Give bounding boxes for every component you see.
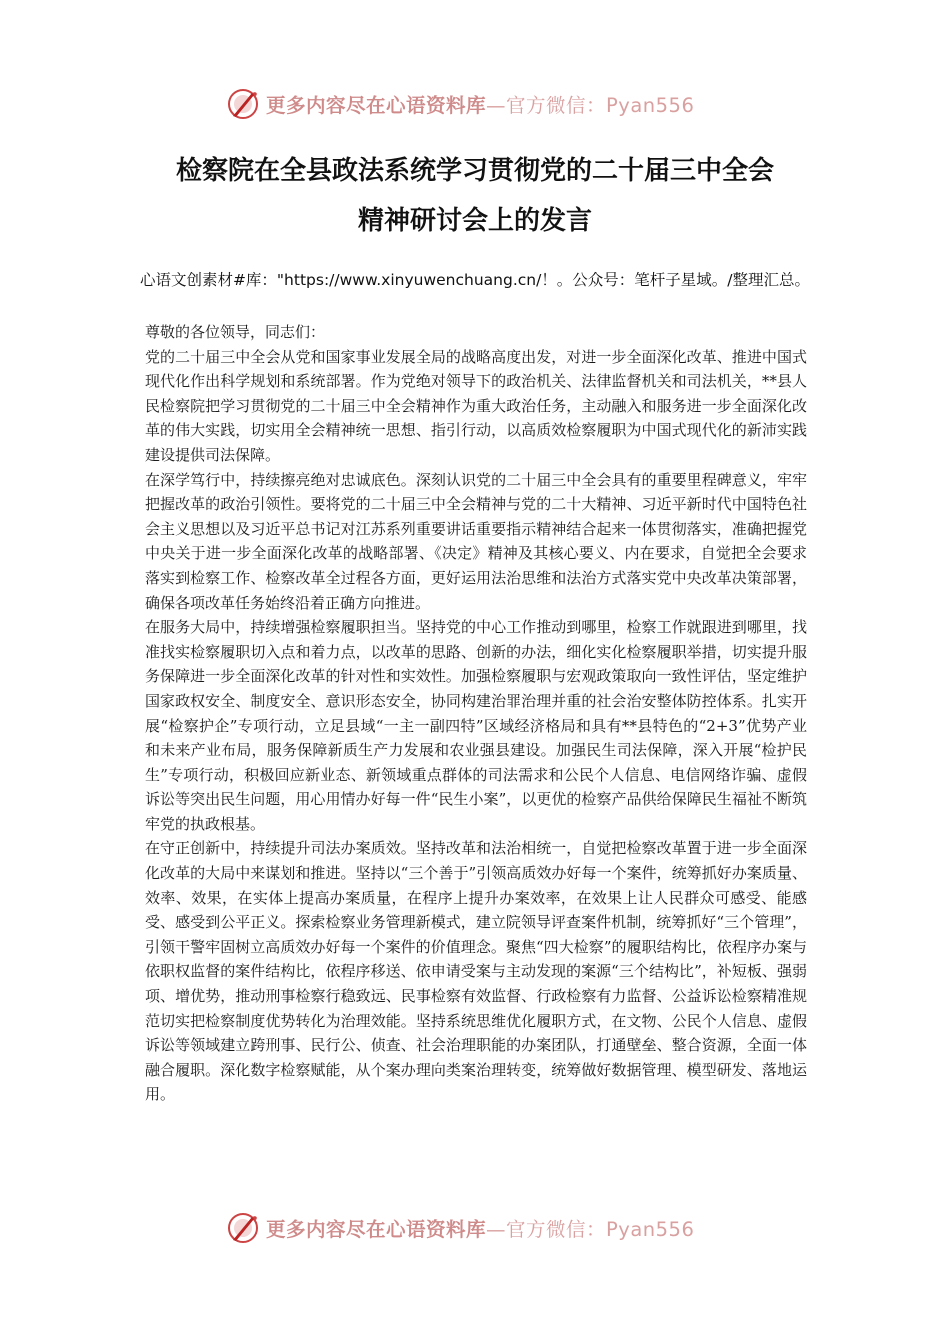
watermark-banner-bottom: [226, 1208, 726, 1248]
paragraph: 在深学笃行中，持续擦亮绝对忠诚底色。深刻认识党的二十届三中全会具有的重要里程碑意义，牢牢把握改革的政治引领性。要将党的二十届三中全会精神与党的二十大精神、习近平新时代中国特色社会主义思想以及习近平总书记对江苏系列重要讲话重要指示精神结合起来一体贯彻落实，准确把握党中央关于进一步全面深化改革的战略部署、《决定》精神及其核心要义、内在要求，自觉把全会要求落实到检察工作、检察改革全过程各方面，更好运用法治思维和法治方式落实党中央改革决策部署，确保各项改革任务始终沿着正确方向推进。: [145, 470, 807, 612]
quill-pen-logo-icon: [226, 1211, 260, 1245]
title-line-1: 检察院在全县政法系统学习贯彻党的二十届三中全会: [175, 156, 774, 186]
watermark-text: 更多内容尽在心语资料库—官方微信：Pyan556: [266, 94, 695, 117]
greeting: 尊敬的各位领导，同志们：: [145, 323, 326, 341]
document-title: [120, 146, 830, 246]
source-note: 心语文创素材#库："https://www.xinyuwenchuang.cn/！。公众号：笔杆子星域。/整理汇总。: [139, 271, 811, 289]
watermark-text: 更多内容尽在心语资料库—官方微信：Pyan556: [266, 1218, 695, 1241]
paragraph: 在守正创新中，持续提升司法办案质效。坚持改革和法治相统一，自觉把检察改革置于进一步全面深化改革的大局中来谋划和推进。坚持以“三个善于”引领高质效办好每一个案件，统筹抓好办案质量、效率、效果，在实体上提高办案质量，在程序上提升办案效率，在效果上让人民群众可感受、能感受、感受到公平正义。探索检察业务管理新模式，建立院领导评查案件机制，统筹抓好“三个管理”，引领干警牢固树立高质效办好每一个案件的价值理念。聚焦“四大检察”的履职结构比，依程序办案与依职权监督的案件结构比，依程序移送、依申请受案与主动发现的案源“三个结构比”，补短板、强弱项、增优势，推动刑事检察行稳致远、民事检察有效监督、行政检察有力监督、公益诉讼检察精准规范切实把检察制度优势转化为治理效能。坚持系统思维优化履职方式，在文物、公民个人信息、虚假诉讼等领域建立跨刑事、民行公、侦查、社会治理职能的办案团队，打通壁垒、整合资源，全面一体融合履职。深化数字检察赋能，从个案办理向类案治理转变，统筹做好数据管理、模型研发、落地运用。: [145, 839, 807, 1104]
title-line-2: 精神研讨会上的发言: [357, 206, 592, 236]
paragraph: 在服务大局中，持续增强检察履职担当。坚持党的中心工作推动到哪里，检察工作就跟进到哪里，找准找实检察履职切入点和着力点，以改革的思路、创新的办法，细化实化检察履职举措，切实提升服务保障进一步全面深化改革的针对性和实效性。加强检察履职与宏观政策取向一致性评估，坚定维护国家政权安全、制度安全、意识形态安全，协同构建治罪治理并重的社会治安整体防控体系。扎实开展“检察护企”专项行动，立足县域“一主一副四特”区域经济格局和具有**县特色的“2+3”优势产业和未来产业布局，服务保障新质生产力发展和农业强县建设。加强民生司法保障，深入开展“检护民生”专项行动，积极回应新业态、新领域重点群体的司法需求和公民个人信息、电信网络诈骗、虚假诉讼等突出民生问题，用心用情办好每一件“民生小案”，以更优的检察产品供给保障民生福祉不断筑牢党的执政根基。: [145, 618, 807, 833]
paragraph: 党的二十届三中全会从党和国家事业发展全局的战略高度出发，对进一步全面深化改革、推进中国式现代化作出科学规划和系统部署。作为党绝对领导下的政治机关、法律监督机关和司法机关，**县人民检察院把学习贯彻党的二十届三中全会精神作为重大政治任务，主动融入和服务进一步全面深化改革的伟大实践，切实用全会精神统一思想、指引行动，以高质效检察履职为中国式现代化的新沛实践建设提供司法保障。: [145, 347, 807, 464]
quill-pen-logo-icon: [226, 87, 260, 121]
document-body: [145, 320, 807, 1107]
watermark-banner-top: [226, 84, 726, 124]
